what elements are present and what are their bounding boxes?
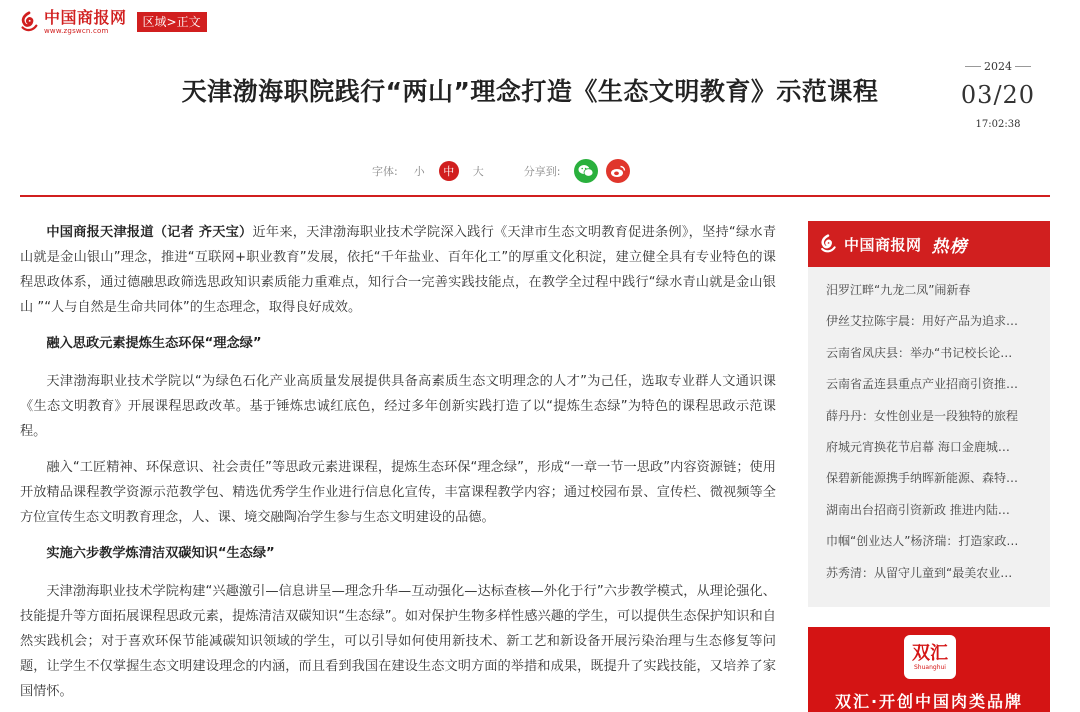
article-paragraph: 融入“工匠精神、环保意识、社会责任”等思政元素进课程，提炼生态环保“理念绿”，形成“一章一节一思政”内容资源链；使用开放精品课程教学资源示范教学包、精选优秀学生作业进行信息化宣传，丰富课程教学内容；通过校园布景、宣传栏、微视频等全方位宣传生态文明教育理念，人、课、境交融陶冶学生参与生态文明建设的品德。 <box>20 460 776 525</box>
publish-date <box>960 60 1036 130</box>
title-divider <box>20 195 1050 197</box>
breadcrumb-section-link[interactable]: 区域 <box>142 15 167 29</box>
publish-month-day: 03/20 <box>960 81 1036 109</box>
ad-brand-logo <box>904 635 956 679</box>
hot-list-item[interactable]: 湖南出台招商引资新政 推进内陆… <box>826 502 1010 517</box>
hot-list-item[interactable]: 云南省凤庆县：举办“书记校长论… <box>826 345 1013 360</box>
share-label: 分享到: <box>523 165 561 178</box>
article-body <box>20 220 776 712</box>
site-url: www.zgswcn.com <box>44 26 109 35</box>
breadcrumb-separator: > <box>166 15 177 29</box>
site-logo-icon <box>818 234 838 254</box>
hot-list-site-name: 中国商报网 <box>844 235 922 254</box>
hot-list-item[interactable]: 薛丹丹：女性创业是一段独特的旅程 <box>826 408 1019 423</box>
font-size-medium-button[interactable]: 中 <box>439 161 459 181</box>
share-wechat-button[interactable] <box>574 159 598 183</box>
ad-brand-cn: 双汇 <box>912 642 948 664</box>
font-size-label: 字体: <box>372 165 398 178</box>
breadcrumb <box>137 12 207 32</box>
article-subheading: 融入思政元素提炼生态环保“理念绿” <box>46 336 262 351</box>
hot-list-item[interactable]: 云南省孟连县重点产业招商引资推… <box>826 377 1019 392</box>
breadcrumb-current: 正文 <box>176 15 201 29</box>
hot-list-item[interactable]: 汨罗江畔“九龙二凤”闹新春 <box>826 283 971 297</box>
site-name: 中国商报网 <box>44 7 127 27</box>
font-size-small-button[interactable]: 小 <box>413 165 425 178</box>
publish-year-text: 2024 <box>984 60 1012 73</box>
article-title: 天津渤海职院践行“两山”理念打造《生态文明教育》示范课程 <box>181 77 879 106</box>
hot-list-title: 热榜 <box>931 236 968 257</box>
site-logo-icon <box>18 11 40 33</box>
hot-list-panel <box>808 221 1050 607</box>
ad-brand-en: Shuanghui <box>914 663 946 671</box>
hot-list-item[interactable]: 保碧新能源携手纳晖新能源、森特… <box>826 471 1019 486</box>
publish-year <box>960 60 1036 73</box>
top-bar <box>18 8 207 36</box>
share-weibo-button[interactable] <box>606 159 630 183</box>
hot-list-item[interactable]: 巾帼“创业达人”杨济瑞：打造家政… <box>826 534 1019 549</box>
article-paragraph: 天津渤海职业技术学院以“为绿色石化产业高质量发展提供具备高素质生态文明理念的人才”为己任，选取专业群人文通识课《生态文明教育》开展课程思政改革。基于锤炼忠诚红底色，经过多年创新实践打造了以“提炼生态绿”为特色的课程思政示范课程。 <box>20 374 776 439</box>
hot-list-item[interactable]: 苏秀清：从留守儿童到“最美农业… <box>826 565 1013 580</box>
wechat-icon <box>578 164 594 178</box>
hot-list <box>808 267 1050 589</box>
article-paragraph: 天津渤海职业技术学院构建“兴趣激引—信息讲呈—理念升华—互动强化—达标查核—外化于行”六步教学模式，从理论强化、技能提升等方面拓展课程思政元素，提炼清洁双碳知识“生态绿”。如对保护生物多样性感兴趣的学生，可以提供生态保护知识和自然实践机会；对于喜欢环保节能减碳知识领域的学生，可以引导如何使用新技术、新工艺和新设备开展污染治理与生态修复等问题，让学生不仅掌握生态文明建设理念的内涵，而且看到我国在建设生态文明方面的举措和成果，既提升了实践技能，又培养了家国情怀。 <box>20 584 776 699</box>
hot-list-item[interactable]: 伊丝艾拉陈宇晨：用好产品为追求… <box>826 314 1019 329</box>
ad-slogan: 双汇·开创中国肉类品牌 <box>834 692 1024 711</box>
article-lead: 中国商报天津报道（记者 齐天宝） <box>46 225 253 240</box>
weibo-icon <box>610 164 626 178</box>
article-subheading: 实施六步教学炼清洁双碳知识“生态绿” <box>46 546 275 561</box>
article-paragraph <box>20 220 776 320</box>
article-paragraph-text: 近年来，天津渤海职业技术学院深入践行《天津市生态文明教育促进条例》，坚持“绿水青山就是金山银山”理念，推进“互联网+职业教育”发展，依托“千年盐业、百年化工”的厚重文化积淀，建立健全具有专业特色的课程思政体系，通过德融思政筛选思政知识素质能力重难点，知行合一完善实践技能点，在教学全过程中践行“绿水青山就是金山银山 ”“人与自然是生命共同体”的生态理念，取得良好成效。 <box>20 225 776 315</box>
site-logo[interactable] <box>18 7 127 35</box>
ad-banner[interactable] <box>808 627 1050 712</box>
hot-list-item[interactable]: 府城元宵换花节启幕 海口金鹿城… <box>826 439 1010 454</box>
font-size-large-button[interactable]: 大 <box>472 165 484 178</box>
publish-time: 17:02:38 <box>975 119 1021 130</box>
article-tools <box>372 157 638 185</box>
hot-list-header <box>808 221 1050 267</box>
